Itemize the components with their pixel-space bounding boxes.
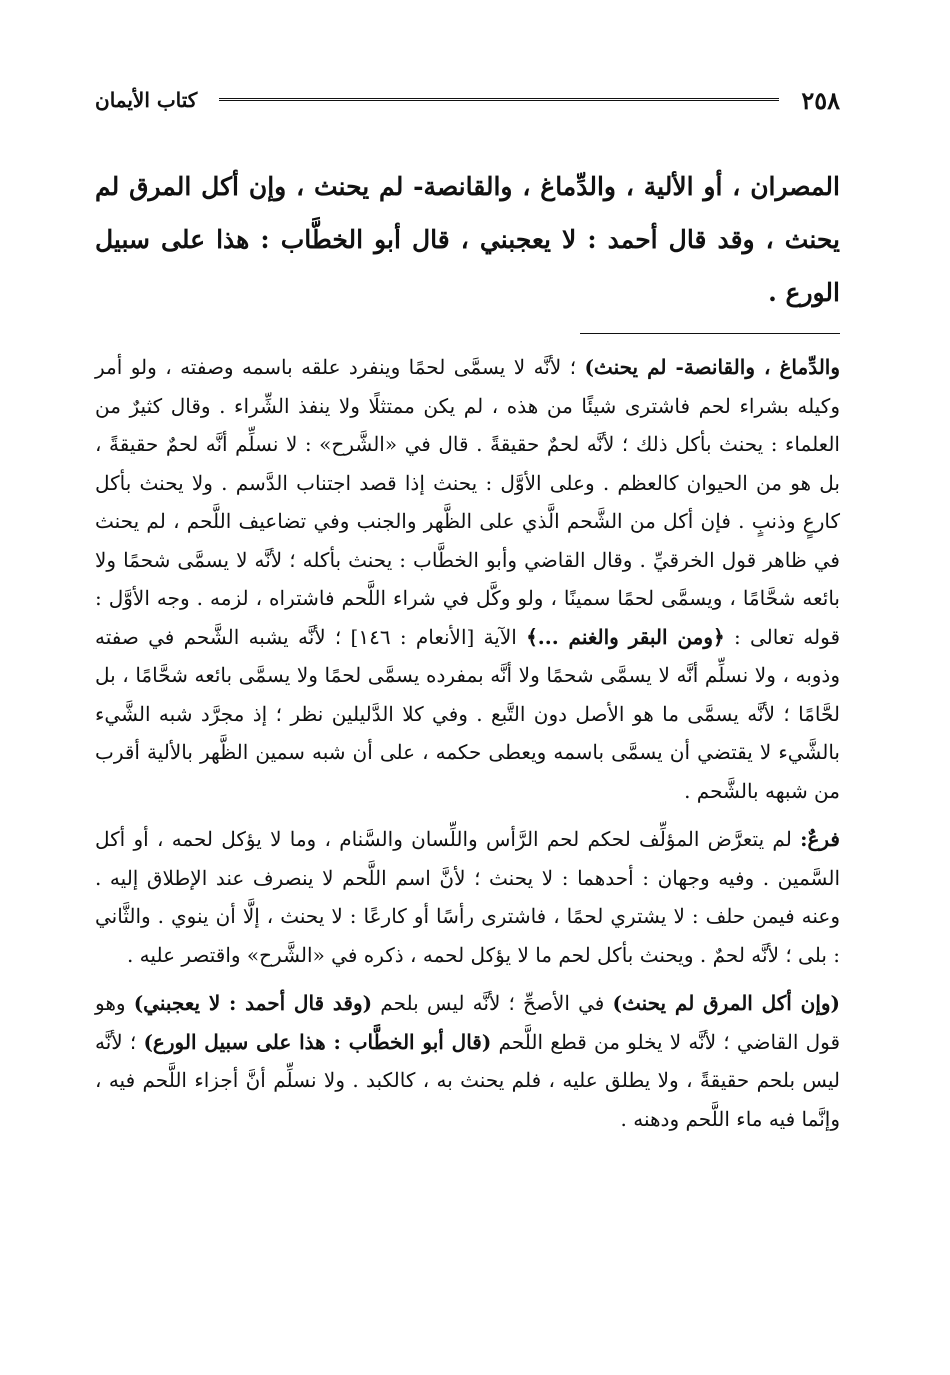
- commentary-text: لم يتعرَّض المؤلِّف لحكم لحم الرَّأس واللِّسان والسَّنام ، وما لا يؤكل لحمه ، أو أكل السَّمين . وفيه وجهان : أحدهما : لا يحنث ؛ لأنَّ اسم اللَّحم لا ينصرف عند الإطلاق إليه . وعنه فيمن حلف : لا يشتري لحمًا ، فاشترى رأسًا أو كارعًا : لا يحنث ، إلَّا أن ينوي . والثَّاني : بلى ؛ لأنَّه لحمٌ . ويحنث بأكل لحم ما لا يؤكل لحمه ، ذكره في «الشَّرح» واقتصر عليه .: [95, 827, 840, 967]
- matn-text: المصران ، أو الألية ، والدِّماغ ، والقانصة- لم يحنث ، وإن أكل المرق لم يحنث ، وقد قال أحمد : لا يعجبني ، قال أبو الخطَّاب : هذا على سبيل الورع .: [95, 172, 840, 307]
- book-title: كتاب الأيمان: [95, 88, 198, 112]
- commentary-text: وهو قول القاضي ؛ لأنَّه لا يخلو من قطع اللَّحم: [95, 991, 840, 1054]
- header-rule: [219, 98, 779, 103]
- section-marker: فرعٌ:: [800, 827, 840, 851]
- commentary-text: ؛ لأنَّه ليس بلحم حقيقةً ، ولا يطلق عليه ، فلم يحنث به ، كالكبد . ولا نسلِّم أنَّ أجزاء اللَّحم فيه ، وإنَّما فيه ماء اللَّحم ودهنه .: [95, 1029, 840, 1131]
- footnote-separator: [580, 333, 840, 334]
- commentary: [95, 348, 840, 1138]
- commentary-text: ؛ لأنَّه لا يسمَّى لحمًا وينفرد علقه باسمه وصفته ، ولو أمر وكيله بشراء لحم فاشترى شيئًا من هذه ، لم يكن ممتثلًا ولا ينفذ الشِّراء . وقال كثيرٌ من العلماء : يحنث بأكل ذلك ؛ لأنَّه لحمٌ حقيقةً . قال في «الشَّرح» : لا نسلِّم أنَّه لحمٌ حقيقةً ، بل هو من الحيوان كالعظم . وعلى الأوَّل : يحنث إذا قصد اجتناب الدَّسم . ولا يحنث بأكل كارعٍ وذنبٍ . فإن أكل من الشَّحم الَّذي على الظَّهر والجنب وفي تضاعيف اللَّحم ، لم يحنث في ظاهر قول الخرقيِّ . وقال القاضي وأبو الخطَّاب : يحنث بأكله ؛ لأنَّه لا يسمَّى شحمًا ولا بائعه شحَّامًا ، ويسمَّى لحمًا سمينًا ، ولو وكَّل في شراء اللَّحم فاشتراه ، لزمه . وجه الأوَّل : قوله تعالى :: [95, 355, 841, 649]
- page-header: [95, 80, 840, 120]
- book-page: [95, 80, 840, 1148]
- commentary-paragraph-1: [95, 348, 840, 810]
- commentary-text: في الأصحِّ ؛ لأنَّه ليس بلحم: [372, 991, 613, 1015]
- commentary-paragraph-2: [95, 820, 840, 974]
- quoted-matn: (وإن أكل المرق لم يحنث): [612, 991, 840, 1015]
- commentary-text: الآية [الأنعام : ١٤٦] ؛ لأنَّه يشبه الشَّحم في صفته وذوبه ، ولا نسلِّم أنَّه لا يسمَّى شحمًا ولا أنَّه بمفرده يسمَّى لحمًا ولا يسمَّى بائعه شحَّامًا ، بل لحَّامًا ؛ لأنَّه يسمَّى ما هو الأصل دون التَّبع . وفي كلا الدَّليلين نظر ؛ إذ مجرَّد شبه الشَّيء بالشَّيء لا يقتضي أن يسمَّى باسمه ويعطى حكمه ، على أن شبه سمين الظَّهر بالألية أقرب من شبهه بالشَّحم .: [95, 624, 841, 803]
- commentary-paragraph-3: [95, 984, 840, 1138]
- quoted-matn: (وقد قال أحمد : لا يعجبني): [133, 991, 373, 1015]
- page-number: ٢٥٨: [801, 85, 840, 115]
- quoted-matn: (قال أبو الخطَّاب : هذا على سبيل الورع): [143, 1029, 492, 1054]
- quran-verse: ﴿ومن البقر والغنم ...﴾: [526, 624, 725, 649]
- quoted-matn: والدِّماغ ، والقانصة- لم يحنث): [584, 355, 841, 379]
